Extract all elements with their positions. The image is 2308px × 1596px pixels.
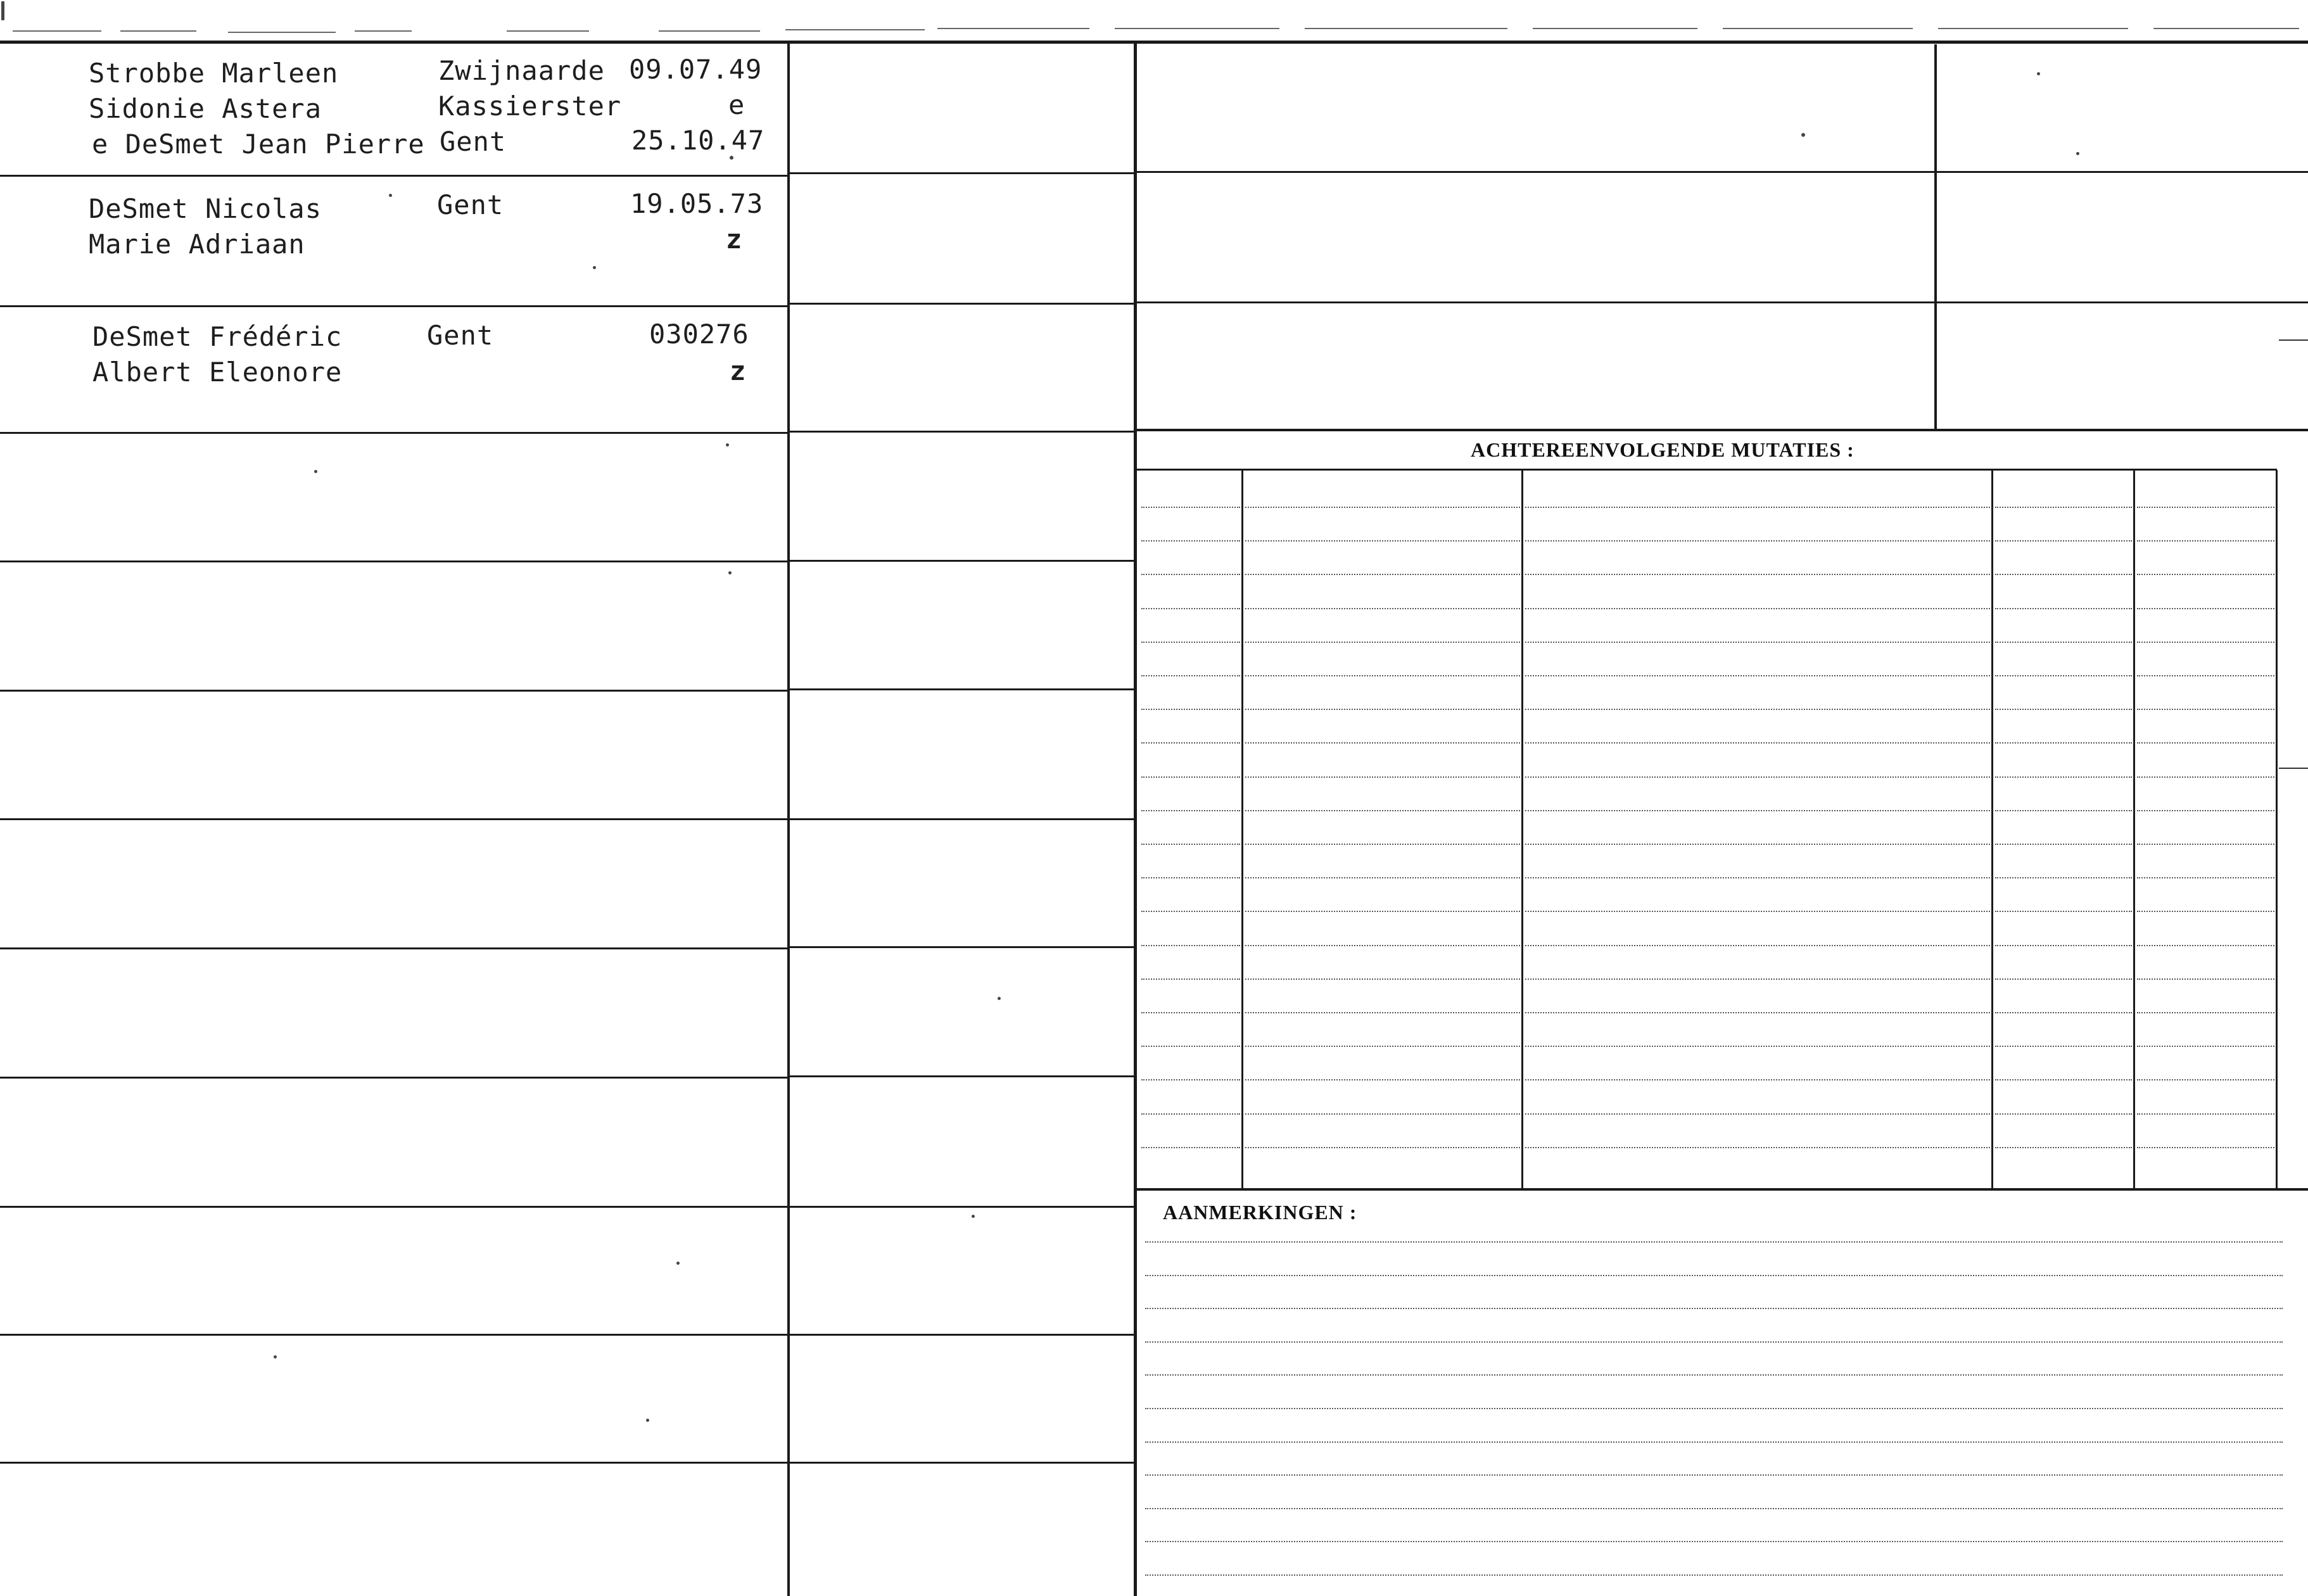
mutaties-row-line: [1995, 1012, 2132, 1013]
mutaties-row-line: [2137, 507, 2274, 508]
mutaties-row-line: [1141, 540, 1240, 542]
mutaties-row-line: [2137, 608, 2274, 609]
mutaties-row-line: [1245, 540, 1520, 542]
entry-date-line: 19.05.73: [630, 188, 764, 219]
aanmerkingen-row-line: [1145, 1474, 2283, 1476]
entry-place-line: Kassierster: [438, 91, 622, 122]
mutaties-row-line: [1995, 1046, 2132, 1047]
mutaties-row-line: [1995, 742, 2132, 744]
mutaties-row-line: [1525, 1113, 1990, 1115]
entry-date-line: 030276: [649, 319, 749, 350]
mutaties-row-line: [1525, 709, 1990, 710]
mutaties-row-line: [2137, 945, 2274, 946]
mutaties-row-line: [2137, 776, 2274, 778]
mutaties-row-line: [1245, 507, 1520, 508]
mutaties-row-line: [1525, 642, 1990, 643]
mutaties-row-line: [1525, 911, 1990, 912]
aanmerkingen-row-line: [1145, 1441, 2283, 1443]
mutaties-row-line: [1525, 742, 1990, 744]
mutaties-row-line: [1245, 1046, 1520, 1047]
mutaties-row-line: [1525, 608, 1990, 609]
mutaties-row-line: [1995, 1113, 2132, 1115]
entry-name-line: Albert Eleonore: [92, 357, 343, 388]
aanmerkingen-row-line: [1145, 1508, 2283, 1509]
mutaties-row-line: [1141, 776, 1240, 778]
mutaties-row-line: [1141, 1147, 1240, 1148]
mutaties-row-line: [1525, 540, 1990, 542]
entry-name-line: Marie Adriaan: [89, 229, 305, 260]
mutaties-row-line: [1525, 675, 1990, 676]
mutaties-row-line: [1995, 709, 2132, 710]
mutaties-row-line: [1525, 574, 1990, 575]
mutaties-row-line: [2137, 978, 2274, 980]
mutaties-row-line: [1525, 776, 1990, 778]
mutaties-row-line: [1995, 642, 2132, 643]
mutaties-row-line: [2137, 1079, 2274, 1080]
entry-place-line: Gent: [427, 320, 494, 351]
mutaties-row-line: [2137, 574, 2274, 575]
aanmerkingen-row-line: [1145, 1541, 2283, 1542]
mutaties-row-line: [1245, 911, 1520, 912]
aanmerkingen-row-line: [1145, 1275, 2283, 1276]
mutaties-row-line: [2137, 1046, 2274, 1047]
mutaties-row-line: [2137, 675, 2274, 676]
mutaties-row-line: [1995, 507, 2132, 508]
entry-date-line: e: [728, 89, 745, 120]
top-border: [0, 41, 2308, 44]
aanmerkingen-heading: AANMERKINGEN :: [1163, 1201, 1357, 1224]
mutaties-row-line: [1245, 844, 1520, 845]
mutaties-row-line: [1245, 709, 1520, 710]
mutaties-row-line: [1525, 1079, 1990, 1080]
mutaties-row-line: [1245, 1113, 1520, 1115]
mutaties-row-line: [2137, 1147, 2274, 1148]
mutaties-row-line: [1525, 810, 1990, 811]
aanmerkingen-row-line: [1145, 1241, 2283, 1243]
entry-place-line: Gent: [440, 126, 507, 157]
mutaties-row-line: [1245, 742, 1520, 744]
mutaties-row-line: [2137, 742, 2274, 744]
aanmerkingen-row-line: [1145, 1574, 2283, 1576]
entry-date-line: 09.07.49: [629, 54, 763, 85]
mutaties-row-line: [1141, 742, 1240, 744]
mutaties-row-line: [1141, 608, 1240, 609]
mutaties-row-line: [2137, 1113, 2274, 1115]
mutaties-row-line: [1995, 675, 2132, 676]
edge-tick: [2279, 768, 2308, 769]
mutaties-row-line: [1141, 1113, 1240, 1115]
mutaties-row-line: [1141, 574, 1240, 575]
mutaties-row-line: [1141, 1079, 1240, 1080]
mutaties-row-line: [2137, 642, 2274, 643]
mutaties-row-line: [1245, 1147, 1520, 1148]
mutaties-row-line: [2137, 877, 2274, 878]
entry-place-line: Gent: [437, 189, 504, 220]
mutaties-row-line: [1141, 810, 1240, 811]
mutaties-row-line: [2137, 911, 2274, 912]
entry-date-line: 25.10.47: [631, 125, 765, 156]
mutaties-heading: ACHTEREENVOLGENDE MUTATIES :: [1471, 438, 1855, 461]
mutaties-row-line: [1995, 978, 2132, 980]
mutaties-row-line: [1995, 574, 2132, 575]
mutaties-row-line: [1245, 877, 1520, 878]
entry-date-line: z: [726, 224, 743, 255]
entry-name-line: e DeSmet Jean Pierre: [92, 129, 425, 160]
mutaties-row-line: [1141, 675, 1240, 676]
mutaties-row-line: [1995, 540, 2132, 542]
mutaties-row-line: [1525, 507, 1990, 508]
mutaties-row-line: [1141, 978, 1240, 980]
mutaties-row-line: [2137, 810, 2274, 811]
mutaties-row-line: [1525, 844, 1990, 845]
mutaties-row-line: [1525, 1147, 1990, 1148]
mutaties-row-line: [1141, 507, 1240, 508]
mutaties-row-line: [1995, 844, 2132, 845]
mutaties-row-line: [1525, 877, 1990, 878]
mutaties-row-line: [1995, 945, 2132, 946]
left-right-divider: [1134, 42, 1137, 1596]
entry-name-line: Strobbe Marleen: [89, 58, 339, 89]
mutaties-row-line: [1245, 574, 1520, 575]
mutaties-row-line: [1141, 945, 1240, 946]
entry-place-line: Zwijnaarde: [438, 55, 605, 86]
mutaties-row-line: [1995, 608, 2132, 609]
mutaties-row-line: [1141, 1046, 1240, 1047]
mutaties-row-line: [1525, 1046, 1990, 1047]
mutaties-row-line: [1245, 776, 1520, 778]
mutaties-row-line: [1141, 709, 1240, 710]
mutaties-row-line: [1141, 1012, 1240, 1013]
edge-tick: [2279, 339, 2308, 341]
aanmerkingen-row-line: [1145, 1374, 2283, 1376]
entry-name-line: Sidonie Astera: [89, 93, 322, 124]
mutaties-row-line: [1245, 810, 1520, 811]
mutaties-row-line: [1245, 945, 1520, 946]
right-upper-divider: [1934, 44, 1937, 431]
mutaties-row-line: [1245, 675, 1520, 676]
mutaties-row-line: [1245, 642, 1520, 643]
entry-date-line: z: [730, 355, 747, 386]
mutaties-row-line: [1525, 1012, 1990, 1013]
mutaties-row-line: [2137, 540, 2274, 542]
mutaties-row-line: [1995, 1147, 2132, 1148]
mutaties-row-line: [2137, 709, 2274, 710]
aanmerkingen-row-line: [1145, 1408, 2283, 1409]
mutaties-row-line: [1245, 978, 1520, 980]
mutaties-row-line: [1245, 608, 1520, 609]
mutaties-row-line: [1525, 978, 1990, 980]
entry-name-line: DeSmet Nicolas: [89, 193, 322, 224]
mutaties-row-line: [1995, 776, 2132, 778]
mutaties-row-line: [1141, 642, 1240, 643]
mutaties-row-line: [2137, 1012, 2274, 1013]
aanmerkingen-row-line: [1145, 1308, 2283, 1309]
mutaties-row-line: [1995, 911, 2132, 912]
entry-name-line: DeSmet Frédéric: [92, 321, 343, 352]
mutaties-row-line: [1995, 810, 2132, 811]
mutaties-row-line: [1245, 1079, 1520, 1080]
mutaties-row-line: [1525, 945, 1990, 946]
aanmerkingen-row-line: [1145, 1341, 2283, 1343]
mutaties-row-line: [2137, 844, 2274, 845]
mutaties-row-line: [1141, 844, 1240, 845]
mutaties-row-line: [1995, 1079, 2132, 1080]
mutaties-row-line: [1245, 1012, 1520, 1013]
mutaties-row-line: [1995, 877, 2132, 878]
mutaties-row-line: [1141, 877, 1240, 878]
mutaties-row-line: [1141, 911, 1240, 912]
